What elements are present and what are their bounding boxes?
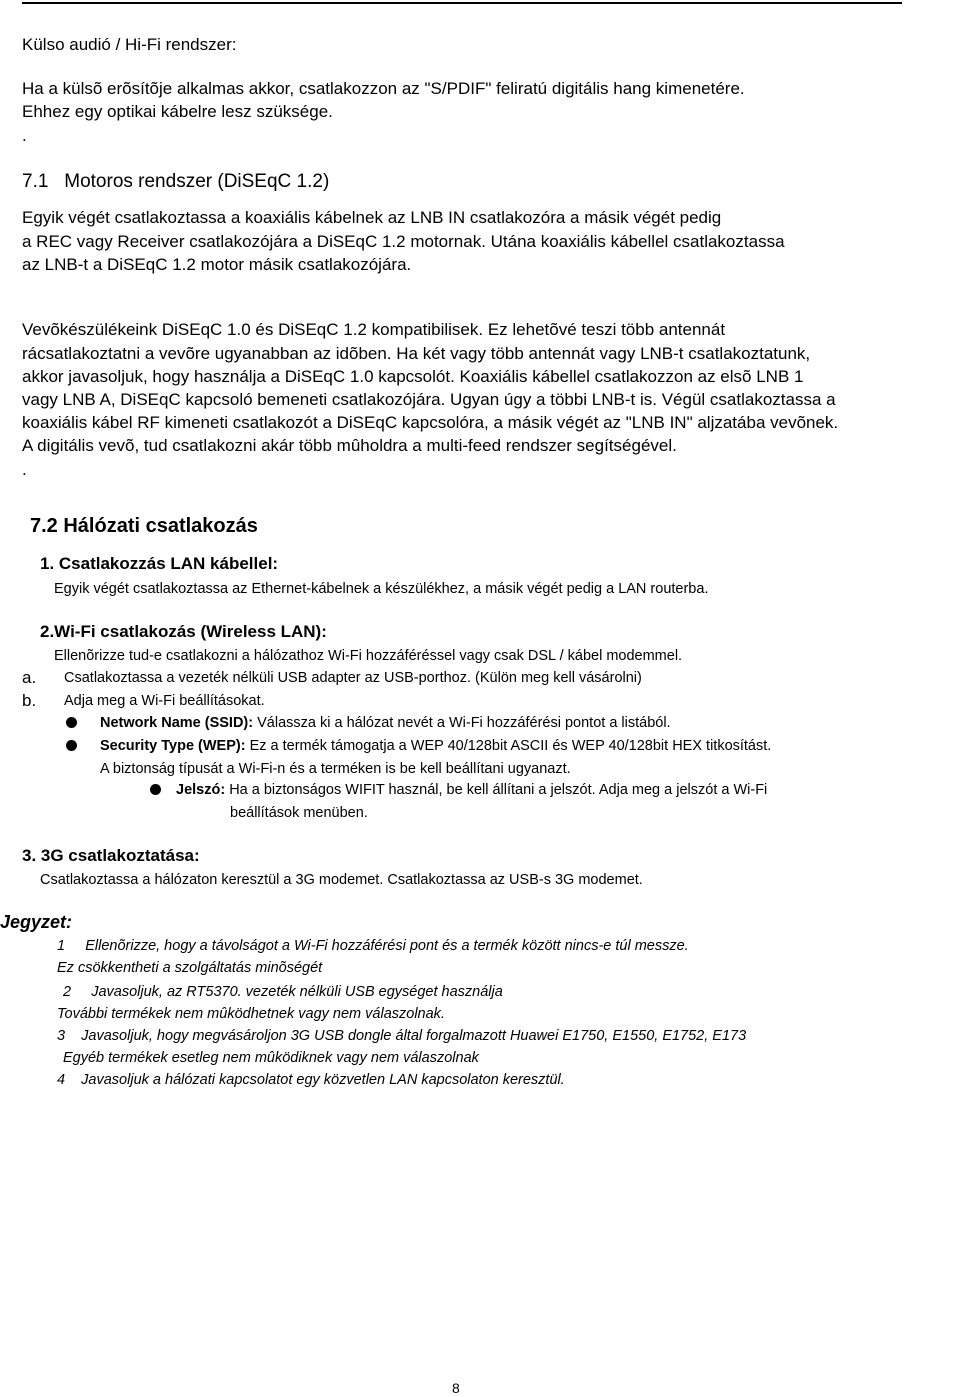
audio-line-2: Ehhez egy optikai kábelre lesz szüksége. [22, 102, 333, 121]
ssid-text: Válassza ki a hálózat nevét a Wi-Fi hozzáférési pontot a listából. [253, 715, 671, 731]
wifi-a-text: Csatlakoztassa a vezeték nélküli USB adapter az USB-porthoz. (Külön meg kell vásárolni) [64, 670, 642, 686]
security-text: Ez a termék támogatja a WEP 40/128bit ASCII és WEP 40/128bit HEX titkosítást. [245, 738, 772, 754]
wifi-security-line-2: A biztonság típusát a Wi-Fi-n és a terméken is be kell beállítani ugyanazt. [100, 761, 571, 777]
lan-text: Egyik végét csatlakoztassa az Ethernet-kábelnek a készülékhez, a másik végét pedig a LAN routerba. [54, 581, 709, 597]
wifi-ssid-line [100, 713, 671, 733]
g3-text: Csatlakoztassa a hálózaton keresztül a 3G modemet. Csatlakoztassa az USB-s 3G modemet. [40, 872, 643, 888]
audio-heading: Külso audió / Hi-Fi rendszer: [22, 35, 237, 54]
motor-heading: 7.1 Motoros rendszer (DiSEqC 1.2) [22, 171, 330, 192]
password-text: Ha a biztonságos WIFIT használ, be kell állítani a jelszót. Adja meg a jelszót a Wi-Fi [225, 782, 768, 798]
top-rule [22, 2, 902, 4]
note-line-7: 4 Javasoljuk a hálózati kapcsolatot egy közvetlen LAN kapcsolaton keresztül. [57, 1072, 565, 1088]
wifi-a-marker: a. [22, 668, 37, 687]
motor-para2-line-1: Vevõkészülékeink DiSEqC 1.0 és DiSEqC 1.2 kompatibilisek. Ez lehetõvé teszi több antennát [22, 320, 726, 339]
motor-line-3: az LNB-t a DiSEqC 1.2 motor másik csatlakozójára. [22, 255, 412, 274]
bullet-icon [66, 740, 77, 751]
motor-para2-line-3: akkor javasoljuk, hogy használja a DiSEqC 1.0 kapcsolót. Koaxiális kábellel csatlakozzon az elsõ LNB 1 [22, 367, 804, 386]
wifi-b-marker: b. [22, 691, 37, 710]
wifi-intro: Ellenõrizze tud-e csatlakozni a hálózathoz Wi-Fi hozzáféréssel vagy csak DSL / kábel modemmel. [54, 648, 683, 664]
bullet-icon [150, 784, 161, 795]
note-line-2: Ez csökkentheti a szolgáltatás minõségét [57, 960, 323, 976]
motor-para2-line-4: vagy LNB A, DiSEqC kapcsoló bemeneti csatlakozójára. Ugyan úgy a többi LNB-t is. Végül csatlakoztassa a [22, 390, 836, 409]
motor-dot: . [22, 460, 27, 479]
note-line-3: 2 Javasoljuk, az RT5370. vezeték nélküli USB egységet használja [63, 984, 503, 1000]
note-line-6: Egyéb termékek esetleg nem mûködiknek vagy nem válaszolnak [63, 1050, 479, 1066]
notes-heading: Jegyzet: [0, 912, 73, 932]
g3-heading: 3. 3G csatlakoztatása: [22, 846, 200, 865]
motor-line-1: Egyik végét csatlakoztassa a koaxiális kábelnek az LNB IN csatlakozóra a másik végét pedig [22, 208, 722, 227]
wifi-heading: 2.Wi-Fi csatlakozás (Wireless LAN): [40, 622, 327, 641]
wifi-security-line [100, 736, 771, 756]
audio-line-1: Ha a külsõ erõsítõje alkalmas akkor, csatlakozzon az "S/PDIF" feliratú digitális hang kimenetére. [22, 79, 745, 98]
motor-para2-line-5: koaxiális kábel RF kimeneti csatlakozót a DiSEqC kapcsolóra, a másik végét az "LNB IN" aljzatába vevõnek. [22, 413, 839, 432]
motor-para2-line-6: A digitális vevõ, tud csatlakozni akár több mûholdra a multi-feed rendszer segítségével. [22, 436, 677, 455]
note-line-4: További termékek nem mûködhetnek vagy nem válaszolnak. [57, 1006, 445, 1022]
ssid-label: Network Name (SSID): [100, 715, 254, 731]
password-label: Jelszó: [176, 782, 226, 798]
bullet-icon [66, 717, 77, 728]
lan-heading: 1. Csatlakozzás LAN kábellel: [40, 554, 279, 573]
page-number: 8 [452, 1380, 460, 1396]
wifi-password-line [176, 780, 767, 800]
security-label: Security Type (WEP): [100, 738, 246, 754]
note-line-5: 3 Javasoljuk, hogy megvásároljon 3G USB dongle által forgalmazott Huawei E1750, E1550, E1752, E173 [57, 1028, 747, 1044]
network-heading: 7.2 Hálózati csatlakozás [30, 515, 258, 537]
motor-line-2: a REC vagy Receiver csatlakozójára a DiSEqC 1.2 motornak. Utána koaxiális kábellel csatlakoztassa [22, 232, 785, 251]
motor-para2-line-2: rácsatlakoztatni a vevõre ugyanabban az idõben. Ha két vagy több antennát vagy LNB-t csatlakoztatunk, [22, 344, 811, 363]
wifi-b-text: Adja meg a Wi-Fi beállításokat. [64, 693, 265, 709]
note-line-1: 1 Ellenõrizze, hogy a távolságot a Wi-Fi hozzáférési pont és a termék között nincs-e túl messze. [57, 938, 689, 954]
wifi-password-line-2: beállítások menüben. [230, 805, 368, 821]
audio-dot: . [22, 126, 27, 145]
